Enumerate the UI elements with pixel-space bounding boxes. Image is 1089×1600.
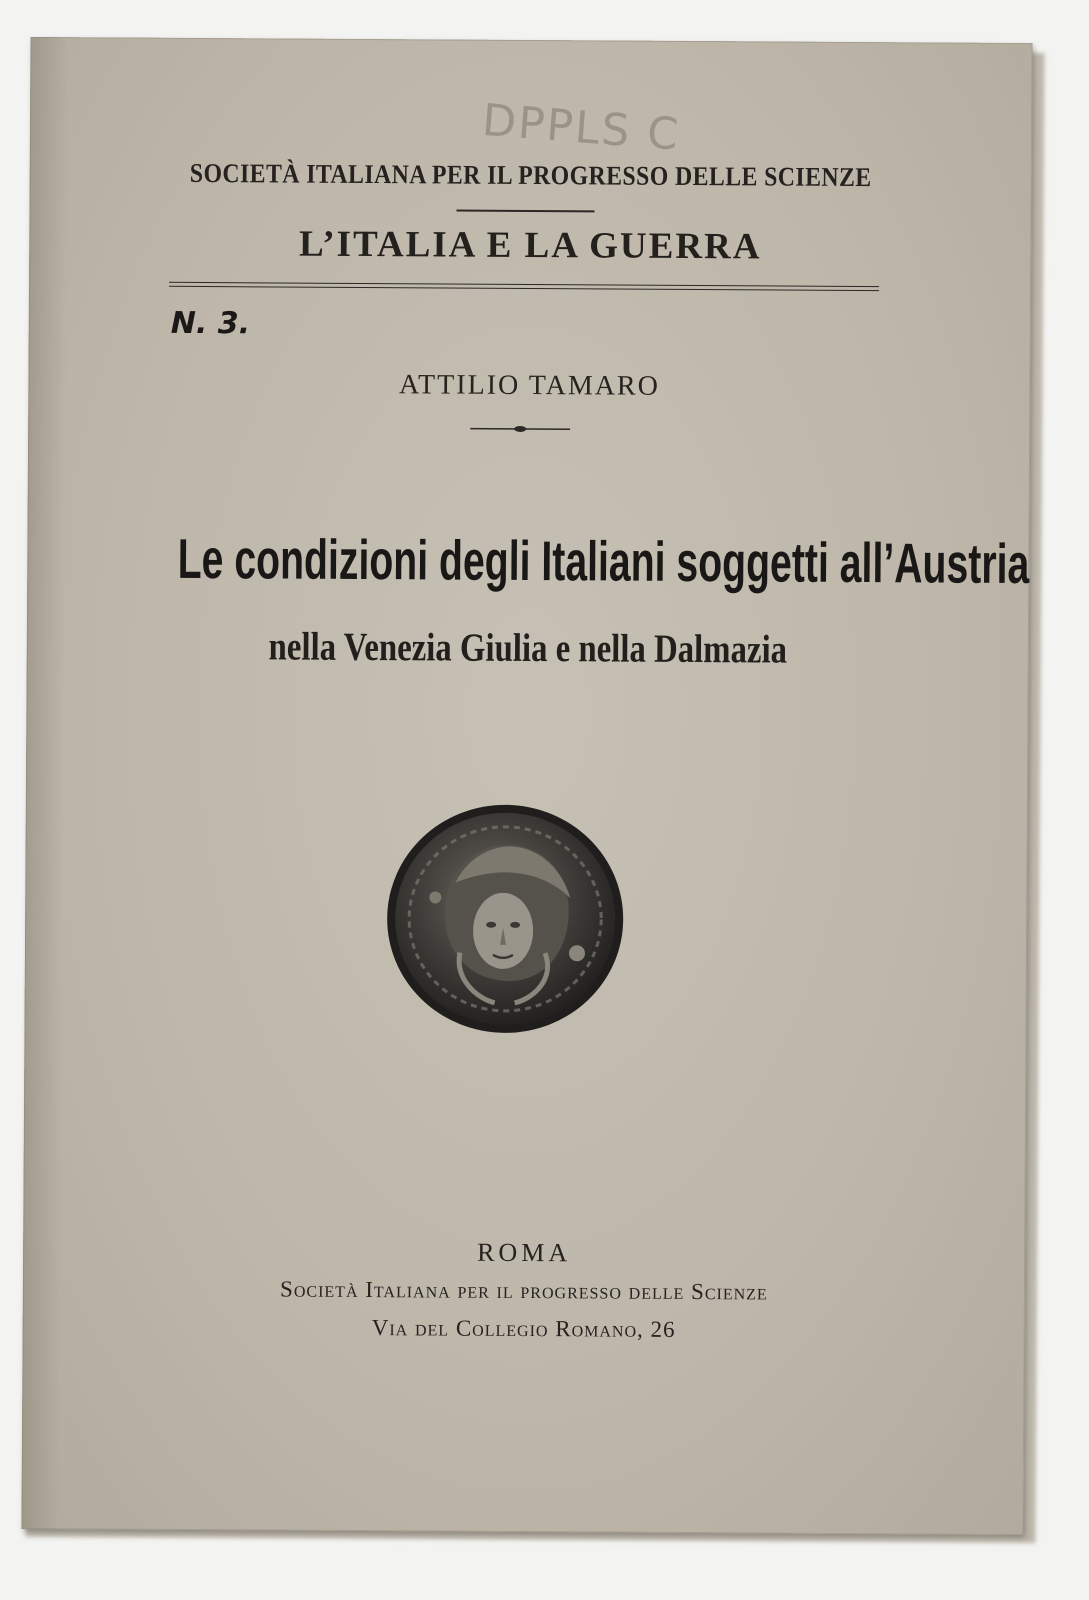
ornament-rule-icon [470, 424, 570, 435]
short-rule [457, 210, 595, 213]
society-header: SOCIETÀ ITALIANA PER IL PROGRESSO DELLE SCIENZE [189, 157, 872, 193]
author-name: ATTILIO TAMARO [398, 369, 660, 402]
handwritten-note: DPPLS C [480, 94, 682, 161]
series-title: L’ITALIA E LA GUERRA [298, 223, 762, 268]
book-subtitle: nella Venezia Giulia e nella Dalmazia [268, 623, 788, 672]
issue-number: N. 3. [170, 305, 251, 342]
book-title: Le condizioni degli Italiani soggetti all’Austria [177, 526, 1030, 596]
publisher-city: ROMA [477, 1237, 572, 1268]
double-rule [169, 282, 879, 291]
publisher-address: Via del Collegio Romano, 26 [371, 1315, 676, 1342]
publisher-name: Società Italiana per il progresso delle Scienze [280, 1276, 768, 1305]
medallion-head-icon [384, 802, 625, 1035]
pamphlet-cover [21, 37, 1032, 1535]
